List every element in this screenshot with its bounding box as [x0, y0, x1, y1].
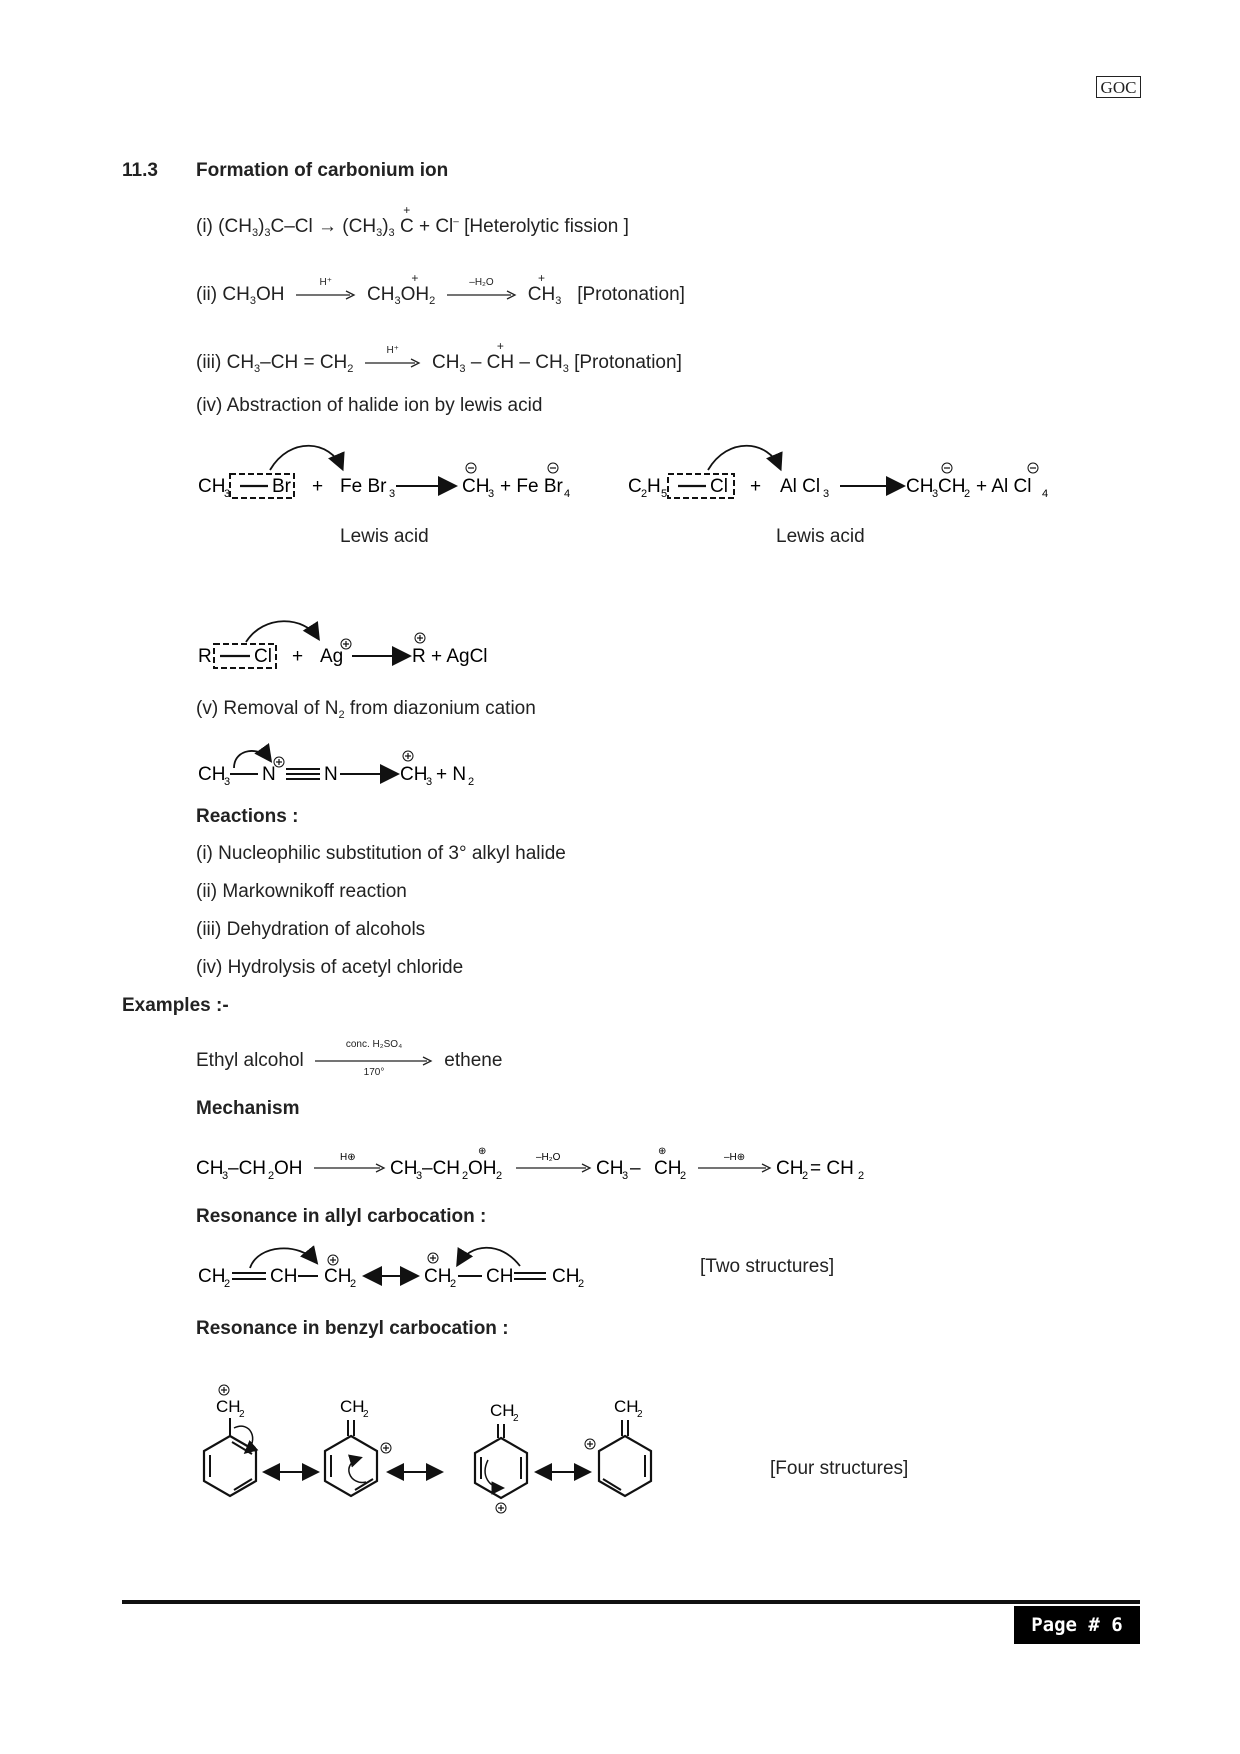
svg-text:3: 3 — [622, 1170, 629, 1182]
chapter-tag: GOC — [1096, 76, 1141, 98]
svg-text:2: 2 — [239, 1409, 245, 1420]
svg-text:2: 2 — [450, 1278, 457, 1290]
svg-text:–CH: –CH — [228, 1158, 267, 1179]
lewis-acid-label-right: Lewis acid — [776, 526, 865, 547]
svg-text:2: 2 — [964, 488, 971, 500]
svg-text:H: H — [647, 476, 661, 497]
svg-text:R + AgCl: R + AgCl — [412, 646, 488, 667]
svg-text:3: 3 — [224, 776, 231, 788]
equation-v-text: (v) Removal of $N_2$ from diazonium cation — [196, 698, 536, 721]
page-number: Page # 6 — [1014, 1606, 1140, 1644]
svg-text:CH: CH — [776, 1158, 804, 1179]
allyl-note: [Two structures] — [700, 1256, 835, 1277]
svg-text:N: N — [262, 764, 276, 785]
svg-text:+: + — [292, 646, 304, 667]
svg-text:3: 3 — [823, 488, 830, 500]
svg-text:–CH: –CH — [422, 1158, 461, 1179]
svg-text:3: 3 — [932, 488, 939, 500]
svg-text:CH: CH — [198, 764, 226, 785]
svg-text:2: 2 — [680, 1170, 687, 1182]
example-equation: Ethyl alcohol conc. H₂SO₄ 170° ethene — [196, 1038, 503, 1078]
section-number: 11.3 — [122, 160, 158, 181]
svg-text:2: 2 — [496, 1170, 503, 1182]
svg-text:2: 2 — [513, 1413, 519, 1424]
svg-text:2: 2 — [578, 1278, 585, 1290]
svg-text:CH: CH — [270, 1266, 298, 1287]
svg-text:N: N — [324, 764, 338, 785]
svg-text:CH: CH — [654, 1158, 682, 1179]
allyl-resonance-structures — [190, 1236, 650, 1296]
footer-rule — [122, 1600, 1140, 1604]
svg-text:Br: Br — [272, 476, 291, 497]
svg-text:CH: CH — [596, 1158, 624, 1179]
svg-text:CH: CH — [906, 476, 934, 497]
svg-text:2: 2 — [468, 776, 475, 788]
equation-iv-text: (iv) Abstraction of halide ion by lewis acid — [196, 395, 543, 416]
svg-text:+ Fe Br: + Fe Br — [500, 476, 563, 497]
svg-text:Cl: Cl — [710, 476, 728, 497]
svg-text:5: 5 — [661, 488, 668, 500]
svg-text:CH: CH — [552, 1266, 580, 1287]
svg-text:CH: CH — [390, 1158, 418, 1179]
benzyl-structure-4 — [585, 1397, 651, 1496]
examples-heading: Examples :- — [122, 995, 229, 1016]
svg-text:2: 2 — [350, 1278, 357, 1290]
reactions-heading: Reactions : — [196, 806, 299, 827]
reaction-item: (iv) Hydrolysis of acetyl chloride — [196, 957, 464, 978]
svg-text:CH: CH — [198, 476, 226, 497]
svg-text:CH: CH — [196, 1158, 224, 1179]
svg-text:3: 3 — [222, 1170, 229, 1182]
svg-text:2: 2 — [858, 1170, 865, 1182]
svg-text:3: 3 — [426, 776, 433, 788]
lewis-acid-label-left: Lewis acid — [340, 526, 429, 547]
svg-text:2: 2 — [462, 1170, 469, 1182]
reaction-item: (iii) Dehydration of alcohols — [196, 919, 426, 940]
svg-text:Cl: Cl — [254, 646, 272, 667]
svg-text:CH: CH — [198, 1266, 226, 1287]
svg-text:CH: CH — [424, 1266, 452, 1287]
svg-text:CH: CH — [340, 1397, 365, 1416]
lewis-acid-reactions — [190, 440, 1070, 520]
svg-text:CH: CH — [938, 476, 966, 497]
svg-text:+: + — [750, 476, 762, 497]
equation-iii: (iii) $CH_3-CH = CH_2$ H⁺ $CH_3$ – + CH – $CH_3$ [Protonation] — [196, 339, 682, 375]
svg-text:CH: CH — [490, 1401, 515, 1420]
svg-text:CH: CH — [462, 476, 490, 497]
equation-i: (i) $(CH_3)_3C-Cl \to (CH_3)_3$ + C + Cl– [Heterolytic fission ] — [196, 203, 629, 239]
svg-text:–H₂O: –H₂O — [536, 1152, 561, 1163]
svg-text:Fe Br: Fe Br — [340, 476, 387, 497]
svg-text:CH: CH — [614, 1397, 639, 1416]
svg-text:2: 2 — [224, 1278, 231, 1290]
svg-text:= CH: = CH — [810, 1158, 854, 1179]
allyl-resonance-heading: Resonance in allyl carbocation : — [196, 1206, 487, 1227]
benzyl-note: [Four structures] — [770, 1458, 909, 1479]
svg-text:CH: CH — [216, 1397, 241, 1416]
benzyl-structure-3 — [475, 1401, 527, 1513]
diazonium-reaction — [190, 742, 510, 798]
svg-text:–H⊕: –H⊕ — [724, 1152, 746, 1163]
equation-ii: (ii) $CH_3OH$ H⁺ $CH_3$ + $OH_2$ –H₂O + $CH_3$ [Protonation] — [196, 271, 685, 307]
svg-text:R: R — [198, 646, 212, 667]
svg-text:Ag: Ag — [320, 646, 344, 667]
svg-text:2: 2 — [363, 1409, 369, 1420]
reaction-item: (ii) Markownikoff reaction — [196, 881, 407, 902]
svg-text:4: 4 — [564, 488, 571, 500]
svg-text:–: – — [630, 1158, 641, 1179]
reaction-item: (i) Nucleophilic substitution of 3° alkyl halide — [196, 843, 566, 864]
svg-text:⊕: ⊕ — [658, 1146, 667, 1157]
svg-text:2: 2 — [637, 1409, 643, 1420]
benzyl-resonance-structures — [190, 1380, 750, 1530]
svg-text:3: 3 — [389, 488, 396, 500]
svg-text:+ N: + N — [436, 764, 467, 785]
svg-text:CH: CH — [486, 1266, 514, 1287]
condition-bottom: 170° — [363, 1066, 385, 1078]
silver-abstraction-reaction — [190, 610, 510, 680]
svg-text:2: 2 — [802, 1170, 809, 1182]
svg-text:3: 3 — [416, 1170, 423, 1182]
mechanism-heading: Mechanism — [196, 1098, 300, 1119]
benzyl-structure-2 — [325, 1397, 391, 1496]
svg-text:4: 4 — [1042, 488, 1049, 500]
svg-text:Al Cl: Al Cl — [780, 476, 821, 497]
benzyl-resonance-heading: Resonance in benzyl carbocation : — [196, 1318, 509, 1339]
svg-text:+ Al Cl: + Al Cl — [976, 476, 1032, 497]
svg-text:C: C — [628, 476, 642, 497]
svg-text:+: + — [312, 476, 324, 497]
svg-text:OH: OH — [274, 1158, 303, 1179]
svg-text:3: 3 — [488, 488, 495, 500]
condition-top: conc. H₂SO₄ — [345, 1038, 403, 1050]
mechanism-equation — [190, 1138, 890, 1188]
svg-text:H⊕: H⊕ — [340, 1152, 356, 1163]
svg-text:3: 3 — [224, 488, 231, 500]
svg-text:CH: CH — [400, 764, 428, 785]
svg-text:⊕: ⊕ — [478, 1146, 487, 1157]
benzyl-structure-1 — [204, 1385, 256, 1496]
svg-text:CH: CH — [324, 1266, 352, 1287]
svg-text:2: 2 — [268, 1170, 275, 1182]
section-title: Formation of carbonium ion — [196, 160, 449, 181]
svg-text:OH: OH — [468, 1158, 497, 1179]
svg-text:2: 2 — [641, 488, 648, 500]
